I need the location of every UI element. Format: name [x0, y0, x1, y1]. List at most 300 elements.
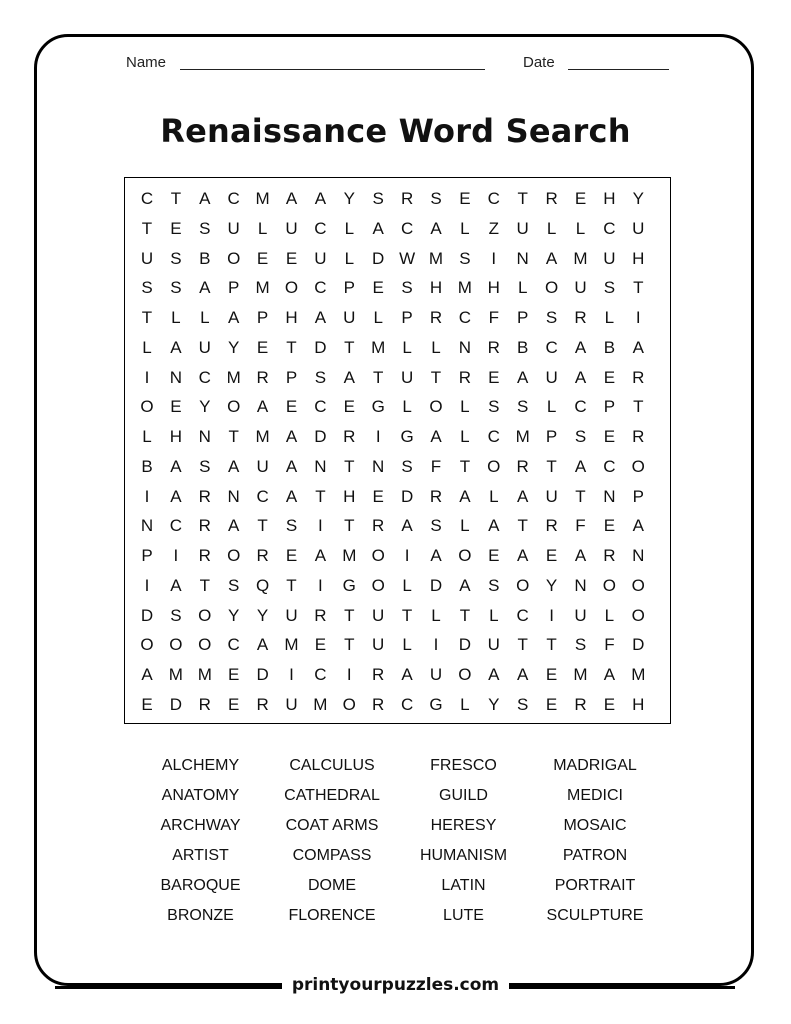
grid-letter[interactable]: A: [228, 516, 240, 536]
grid-letter[interactable]: O: [458, 546, 472, 565]
grid-letter[interactable]: M: [255, 278, 270, 298]
grid-letter[interactable]: S: [401, 278, 413, 298]
grid-letter[interactable]: C: [458, 308, 472, 327]
grid-letter[interactable]: U: [400, 367, 414, 387]
grid-letter[interactable]: S: [199, 218, 211, 238]
grid-letter[interactable]: E: [314, 635, 327, 655]
grid-letter[interactable]: T: [228, 427, 239, 446]
grid-letter[interactable]: E: [545, 694, 558, 714]
grid-letter[interactable]: C: [256, 486, 269, 506]
grid-letter[interactable]: R: [632, 367, 645, 387]
grid-letter[interactable]: R: [429, 486, 443, 506]
grid-letter[interactable]: I: [144, 367, 150, 387]
grid-letter[interactable]: S: [285, 516, 298, 536]
grid-letter[interactable]: M: [255, 189, 270, 208]
grid-letter[interactable]: Y: [228, 337, 240, 357]
grid-letter[interactable]: N: [227, 486, 240, 506]
grid-letter[interactable]: L: [489, 605, 499, 625]
grid-letter[interactable]: L: [402, 397, 412, 417]
grid-letter[interactable]: T: [199, 575, 210, 595]
grid-letter[interactable]: U: [285, 605, 298, 625]
grid-letter[interactable]: C: [314, 218, 327, 238]
grid-letter[interactable]: U: [314, 248, 327, 268]
grid-letter[interactable]: N: [140, 516, 154, 536]
grid-letter[interactable]: Z: [488, 218, 499, 238]
grid-letter[interactable]: E: [459, 189, 471, 208]
grid-letter[interactable]: S: [574, 427, 587, 446]
grid-letter[interactable]: C: [487, 189, 500, 208]
grid-letter[interactable]: T: [633, 278, 644, 298]
grid-letter[interactable]: U: [487, 635, 500, 655]
grid-letter[interactable]: I: [404, 546, 410, 565]
grid-letter[interactable]: M: [457, 278, 472, 298]
grid-letter[interactable]: T: [517, 635, 528, 655]
grid-letter[interactable]: R: [343, 427, 356, 446]
grid-letter[interactable]: H: [603, 189, 616, 208]
grid-letter[interactable]: U: [343, 308, 356, 327]
grid-letter[interactable]: U: [545, 486, 558, 506]
grid-letter[interactable]: M: [313, 694, 328, 714]
grid-letter[interactable]: E: [170, 397, 182, 417]
grid-letter[interactable]: M: [168, 665, 183, 684]
grid-letter[interactable]: E: [488, 367, 500, 387]
grid-letter[interactable]: F: [575, 516, 586, 536]
grid-letter[interactable]: U: [198, 337, 211, 357]
grid-letter[interactable]: H: [343, 486, 356, 506]
grid-letter[interactable]: L: [344, 248, 355, 268]
grid-letter[interactable]: Y: [228, 605, 240, 625]
grid-letter[interactable]: L: [142, 427, 152, 446]
grid-letter[interactable]: R: [458, 367, 472, 387]
grid-letter[interactable]: I: [173, 546, 179, 565]
grid-letter[interactable]: O: [458, 665, 472, 684]
grid-letter[interactable]: E: [603, 516, 616, 536]
grid-letter[interactable]: R: [545, 516, 558, 536]
grid-letter[interactable]: F: [430, 456, 442, 476]
grid-letter[interactable]: A: [199, 278, 211, 298]
grid-letter[interactable]: R: [198, 486, 211, 506]
grid-letter[interactable]: T: [286, 337, 297, 357]
grid-letter[interactable]: D: [140, 605, 154, 625]
grid-letter[interactable]: O: [371, 546, 385, 565]
grid-letter[interactable]: C: [314, 397, 327, 417]
grid-letter[interactable]: R: [198, 546, 211, 565]
grid-letter[interactable]: M: [255, 427, 270, 446]
grid-letter[interactable]: S: [517, 694, 529, 714]
grid-letter[interactable]: U: [372, 605, 385, 625]
grid-letter[interactable]: O: [227, 397, 241, 417]
grid-letter[interactable]: E: [545, 546, 558, 565]
grid-letter[interactable]: M: [515, 427, 530, 446]
grid-letter[interactable]: L: [171, 308, 181, 327]
grid-letter[interactable]: O: [342, 694, 356, 714]
grid-letter[interactable]: D: [372, 248, 385, 268]
grid-letter[interactable]: A: [285, 456, 298, 476]
grid-letter[interactable]: H: [632, 694, 645, 714]
grid-letter[interactable]: I: [549, 605, 554, 625]
date-field-line[interactable]: [568, 69, 669, 70]
grid-letter[interactable]: E: [574, 189, 587, 208]
grid-letter[interactable]: A: [285, 427, 298, 446]
grid-letter[interactable]: A: [256, 635, 269, 655]
grid-letter[interactable]: S: [574, 635, 587, 655]
grid-letter[interactable]: A: [141, 665, 153, 684]
grid-letter[interactable]: E: [228, 665, 240, 684]
grid-letter[interactable]: L: [546, 397, 557, 417]
grid-letter[interactable]: U: [256, 456, 269, 476]
grid-letter[interactable]: T: [430, 367, 442, 387]
name-field-line[interactable]: [180, 69, 485, 70]
grid-letter[interactable]: P: [632, 486, 644, 506]
grid-letter[interactable]: L: [604, 605, 615, 625]
grid-letter[interactable]: T: [315, 486, 326, 506]
grid-letter[interactable]: T: [344, 605, 355, 625]
grid-letter[interactable]: Y: [199, 397, 211, 417]
grid-letter[interactable]: P: [401, 308, 413, 327]
grid-letter[interactable]: M: [342, 546, 357, 565]
grid-letter[interactable]: N: [314, 456, 327, 476]
grid-letter[interactable]: M: [573, 248, 588, 268]
grid-letter[interactable]: E: [141, 694, 153, 714]
grid-letter[interactable]: R: [372, 516, 385, 536]
grid-letter[interactable]: I: [318, 516, 323, 536]
grid-letter[interactable]: L: [431, 337, 441, 357]
grid-letter[interactable]: G: [429, 694, 443, 714]
grid-letter[interactable]: R: [198, 694, 211, 714]
grid-letter[interactable]: B: [141, 456, 153, 476]
grid-letter[interactable]: O: [544, 278, 559, 298]
grid-letter[interactable]: U: [285, 694, 298, 714]
grid-letter[interactable]: A: [256, 397, 269, 417]
grid-letter[interactable]: L: [517, 278, 528, 298]
grid-letter[interactable]: R: [372, 665, 385, 684]
grid-letter[interactable]: I: [433, 635, 439, 655]
grid-letter[interactable]: A: [170, 456, 182, 476]
grid-letter[interactable]: T: [546, 456, 557, 476]
grid-letter[interactable]: O: [631, 575, 645, 595]
grid-letter[interactable]: D: [458, 635, 472, 655]
grid-letter[interactable]: O: [198, 605, 212, 625]
grid-letter[interactable]: L: [460, 427, 470, 446]
grid-letter[interactable]: N: [632, 546, 645, 565]
grid-letter[interactable]: L: [344, 218, 355, 238]
grid-letter[interactable]: Y: [343, 189, 355, 208]
grid-letter[interactable]: B: [517, 337, 529, 357]
grid-letter[interactable]: D: [314, 427, 327, 446]
grid-letter[interactable]: R: [400, 189, 414, 208]
grid-letter[interactable]: A: [314, 546, 327, 565]
grid-letter[interactable]: T: [575, 486, 586, 506]
grid-letter[interactable]: T: [459, 456, 471, 476]
grid-letter[interactable]: U: [227, 218, 240, 238]
grid-letter[interactable]: L: [402, 575, 412, 595]
grid-letter[interactable]: E: [343, 397, 355, 417]
grid-letter[interactable]: S: [488, 575, 500, 595]
grid-letter[interactable]: E: [545, 665, 558, 684]
grid-letter[interactable]: I: [491, 248, 497, 268]
grid-letter[interactable]: U: [372, 635, 385, 655]
grid-letter[interactable]: P: [603, 397, 616, 417]
grid-letter[interactable]: R: [372, 694, 385, 714]
grid-letter[interactable]: D: [256, 665, 269, 684]
grid-letter[interactable]: S: [170, 248, 182, 268]
grid-letter[interactable]: T: [401, 605, 413, 625]
grid-letter[interactable]: O: [284, 278, 299, 298]
grid-letter[interactable]: S: [228, 575, 240, 595]
grid-letter[interactable]: A: [574, 337, 587, 357]
grid-letter[interactable]: E: [256, 337, 269, 357]
grid-letter[interactable]: L: [575, 218, 586, 238]
grid-letter[interactable]: R: [256, 546, 269, 565]
grid-letter[interactable]: O: [227, 248, 241, 268]
grid-letter[interactable]: R: [198, 516, 211, 536]
grid-letter[interactable]: Q: [255, 575, 270, 595]
grid-letter[interactable]: A: [430, 218, 442, 238]
grid-letter[interactable]: R: [545, 189, 558, 208]
grid-letter[interactable]: P: [141, 546, 153, 565]
grid-letter[interactable]: R: [632, 427, 645, 446]
grid-letter[interactable]: M: [371, 337, 386, 357]
grid-letter[interactable]: U: [516, 218, 529, 238]
grid-letter[interactable]: T: [141, 218, 153, 238]
grid-letter[interactable]: O: [631, 605, 645, 625]
grid-letter[interactable]: A: [285, 486, 298, 506]
grid-letter[interactable]: Y: [488, 694, 500, 714]
grid-letter[interactable]: T: [257, 516, 268, 536]
grid-letter[interactable]: O: [371, 575, 385, 595]
grid-letter[interactable]: C: [198, 367, 211, 387]
grid-letter[interactable]: M: [631, 665, 646, 684]
grid-letter[interactable]: T: [546, 635, 557, 655]
grid-letter[interactable]: E: [372, 278, 384, 298]
grid-letter[interactable]: C: [227, 189, 240, 208]
grid-letter[interactable]: T: [517, 516, 528, 536]
grid-letter[interactable]: A: [517, 367, 529, 387]
grid-letter[interactable]: U: [429, 665, 443, 684]
grid-letter[interactable]: S: [199, 456, 211, 476]
grid-letter[interactable]: R: [574, 308, 587, 327]
grid-letter[interactable]: N: [372, 456, 385, 476]
grid-letter[interactable]: S: [372, 189, 384, 208]
grid-letter[interactable]: C: [574, 397, 587, 417]
grid-letter[interactable]: L: [431, 605, 441, 625]
grid-letter[interactable]: U: [285, 218, 298, 238]
grid-letter[interactable]: N: [458, 337, 472, 357]
grid-letter[interactable]: N: [574, 575, 587, 595]
grid-letter[interactable]: E: [603, 694, 616, 714]
grid-letter[interactable]: U: [140, 248, 154, 268]
grid-letter[interactable]: C: [603, 218, 616, 238]
grid-letter[interactable]: P: [256, 308, 269, 327]
grid-letter[interactable]: L: [402, 337, 412, 357]
grid-letter[interactable]: R: [516, 456, 529, 476]
grid-letter[interactable]: R: [603, 546, 616, 565]
grid-letter[interactable]: S: [488, 397, 500, 417]
grid-letter[interactable]: S: [401, 456, 413, 476]
grid-letter[interactable]: E: [256, 248, 269, 268]
grid-letter[interactable]: E: [285, 546, 298, 565]
grid-letter[interactable]: A: [401, 516, 413, 536]
grid-letter[interactable]: L: [460, 694, 470, 714]
grid-letter[interactable]: L: [200, 308, 210, 327]
grid-letter[interactable]: O: [487, 456, 501, 476]
grid-letter[interactable]: A: [574, 456, 587, 476]
grid-letter[interactable]: O: [140, 397, 154, 417]
grid-letter[interactable]: M: [573, 665, 588, 684]
grid-letter[interactable]: D: [429, 575, 443, 595]
grid-letter[interactable]: T: [170, 189, 182, 208]
grid-letter[interactable]: C: [400, 218, 414, 238]
grid-letter[interactable]: B: [199, 248, 211, 268]
grid-letter[interactable]: T: [459, 605, 471, 625]
grid-letter[interactable]: E: [372, 486, 384, 506]
grid-letter[interactable]: P: [285, 367, 298, 387]
grid-letter[interactable]: M: [226, 367, 241, 387]
grid-letter[interactable]: L: [489, 486, 499, 506]
grid-letter[interactable]: A: [517, 486, 529, 506]
grid-letter[interactable]: H: [487, 278, 500, 298]
grid-letter[interactable]: L: [546, 218, 557, 238]
grid-letter[interactable]: A: [545, 248, 558, 268]
grid-letter[interactable]: O: [602, 575, 616, 595]
grid-letter[interactable]: W: [399, 248, 416, 268]
grid-letter[interactable]: C: [603, 456, 616, 476]
grid-letter[interactable]: I: [289, 665, 294, 684]
grid-letter[interactable]: E: [285, 397, 298, 417]
grid-letter[interactable]: E: [603, 427, 616, 446]
grid-letter[interactable]: A: [574, 367, 587, 387]
grid-letter[interactable]: T: [344, 337, 355, 357]
grid-letter[interactable]: M: [284, 635, 299, 655]
grid-letter[interactable]: R: [256, 694, 269, 714]
grid-letter[interactable]: A: [517, 546, 529, 565]
grid-letter[interactable]: T: [517, 189, 528, 208]
grid-letter[interactable]: I: [144, 575, 150, 595]
grid-letter[interactable]: B: [603, 337, 616, 357]
grid-letter[interactable]: A: [170, 575, 182, 595]
grid-letter[interactable]: U: [632, 218, 645, 238]
grid-letter[interactable]: H: [429, 278, 443, 298]
grid-letter[interactable]: D: [632, 635, 645, 655]
grid-letter[interactable]: C: [400, 694, 414, 714]
grid-letter[interactable]: O: [516, 575, 530, 595]
grid-letter[interactable]: A: [343, 367, 355, 387]
grid-letter[interactable]: H: [632, 248, 645, 268]
grid-letter[interactable]: S: [170, 605, 182, 625]
grid-letter[interactable]: T: [286, 575, 297, 595]
grid-letter[interactable]: O: [631, 456, 645, 476]
grid-letter[interactable]: P: [517, 308, 529, 327]
grid-letter[interactable]: S: [430, 516, 442, 536]
grid-letter[interactable]: U: [574, 278, 587, 298]
grid-letter[interactable]: S: [314, 367, 327, 387]
grid-letter[interactable]: A: [199, 189, 211, 208]
grid-letter[interactable]: I: [375, 427, 381, 446]
grid-letter[interactable]: G: [342, 575, 356, 595]
grid-letter[interactable]: G: [400, 427, 414, 446]
grid-letter[interactable]: C: [169, 516, 183, 536]
grid-letter[interactable]: C: [314, 665, 327, 684]
grid-letter[interactable]: R: [314, 605, 327, 625]
grid-letter[interactable]: L: [373, 308, 383, 327]
grid-letter[interactable]: I: [635, 308, 641, 327]
grid-letter[interactable]: A: [170, 337, 182, 357]
grid-letter[interactable]: L: [460, 397, 470, 417]
grid-letter[interactable]: A: [430, 427, 442, 446]
grid-letter[interactable]: S: [170, 278, 182, 298]
grid-letter[interactable]: D: [314, 337, 327, 357]
grid-letter[interactable]: I: [144, 486, 150, 506]
grid-letter[interactable]: U: [574, 605, 587, 625]
grid-letter[interactable]: O: [140, 635, 154, 655]
grid-letter[interactable]: U: [545, 367, 558, 387]
grid-letter[interactable]: I: [346, 665, 352, 684]
grid-letter[interactable]: T: [344, 635, 355, 655]
grid-letter[interactable]: S: [430, 189, 442, 208]
grid-letter[interactable]: O: [198, 635, 212, 655]
grid-letter[interactable]: R: [429, 308, 443, 327]
grid-letter[interactable]: S: [459, 248, 471, 268]
grid-letter[interactable]: F: [488, 308, 499, 327]
grid-letter[interactable]: N: [198, 427, 211, 446]
grid-letter[interactable]: S: [603, 278, 616, 298]
grid-letter[interactable]: T: [633, 397, 644, 417]
grid-letter[interactable]: H: [169, 427, 183, 446]
grid-letter[interactable]: P: [228, 278, 240, 298]
grid-letter[interactable]: G: [371, 397, 385, 417]
grid-letter[interactable]: R: [574, 694, 587, 714]
grid-letter[interactable]: U: [603, 248, 616, 268]
grid-letter[interactable]: A: [170, 486, 182, 506]
grid-letter[interactable]: T: [372, 367, 384, 387]
grid-letter[interactable]: O: [429, 397, 443, 417]
grid-letter[interactable]: A: [603, 665, 616, 684]
grid-letter[interactable]: E: [285, 248, 298, 268]
grid-letter[interactable]: C: [545, 337, 558, 357]
grid-letter[interactable]: A: [314, 308, 327, 327]
grid-letter[interactable]: S: [141, 278, 153, 298]
grid-letter[interactable]: S: [517, 397, 529, 417]
grid-letter[interactable]: A: [228, 456, 240, 476]
grid-letter[interactable]: L: [257, 218, 268, 238]
grid-letter[interactable]: O: [169, 635, 183, 655]
grid-letter[interactable]: T: [344, 456, 355, 476]
grid-letter[interactable]: F: [604, 635, 615, 655]
grid-letter[interactable]: A: [488, 665, 500, 684]
grid-letter[interactable]: C: [487, 427, 500, 446]
grid-letter[interactable]: A: [314, 189, 327, 208]
grid-letter[interactable]: Y: [632, 189, 644, 208]
grid-letter[interactable]: D: [169, 694, 183, 714]
grid-letter[interactable]: C: [140, 189, 154, 208]
grid-letter[interactable]: A: [459, 486, 471, 506]
grid-letter[interactable]: R: [256, 367, 269, 387]
grid-letter[interactable]: A: [632, 516, 644, 536]
grid-letter[interactable]: Y: [545, 575, 558, 595]
grid-letter[interactable]: N: [169, 367, 183, 387]
grid-letter[interactable]: O: [227, 546, 241, 565]
grid-letter[interactable]: T: [344, 516, 355, 536]
grid-letter[interactable]: A: [401, 665, 413, 684]
grid-letter[interactable]: M: [197, 665, 212, 684]
grid-letter[interactable]: P: [343, 278, 355, 298]
grid-letter[interactable]: A: [285, 189, 298, 208]
grid-letter[interactable]: L: [402, 635, 412, 655]
grid-letter[interactable]: A: [228, 308, 240, 327]
grid-letter[interactable]: L: [604, 308, 615, 327]
grid-letter[interactable]: H: [285, 308, 298, 327]
grid-letter[interactable]: M: [428, 248, 444, 268]
